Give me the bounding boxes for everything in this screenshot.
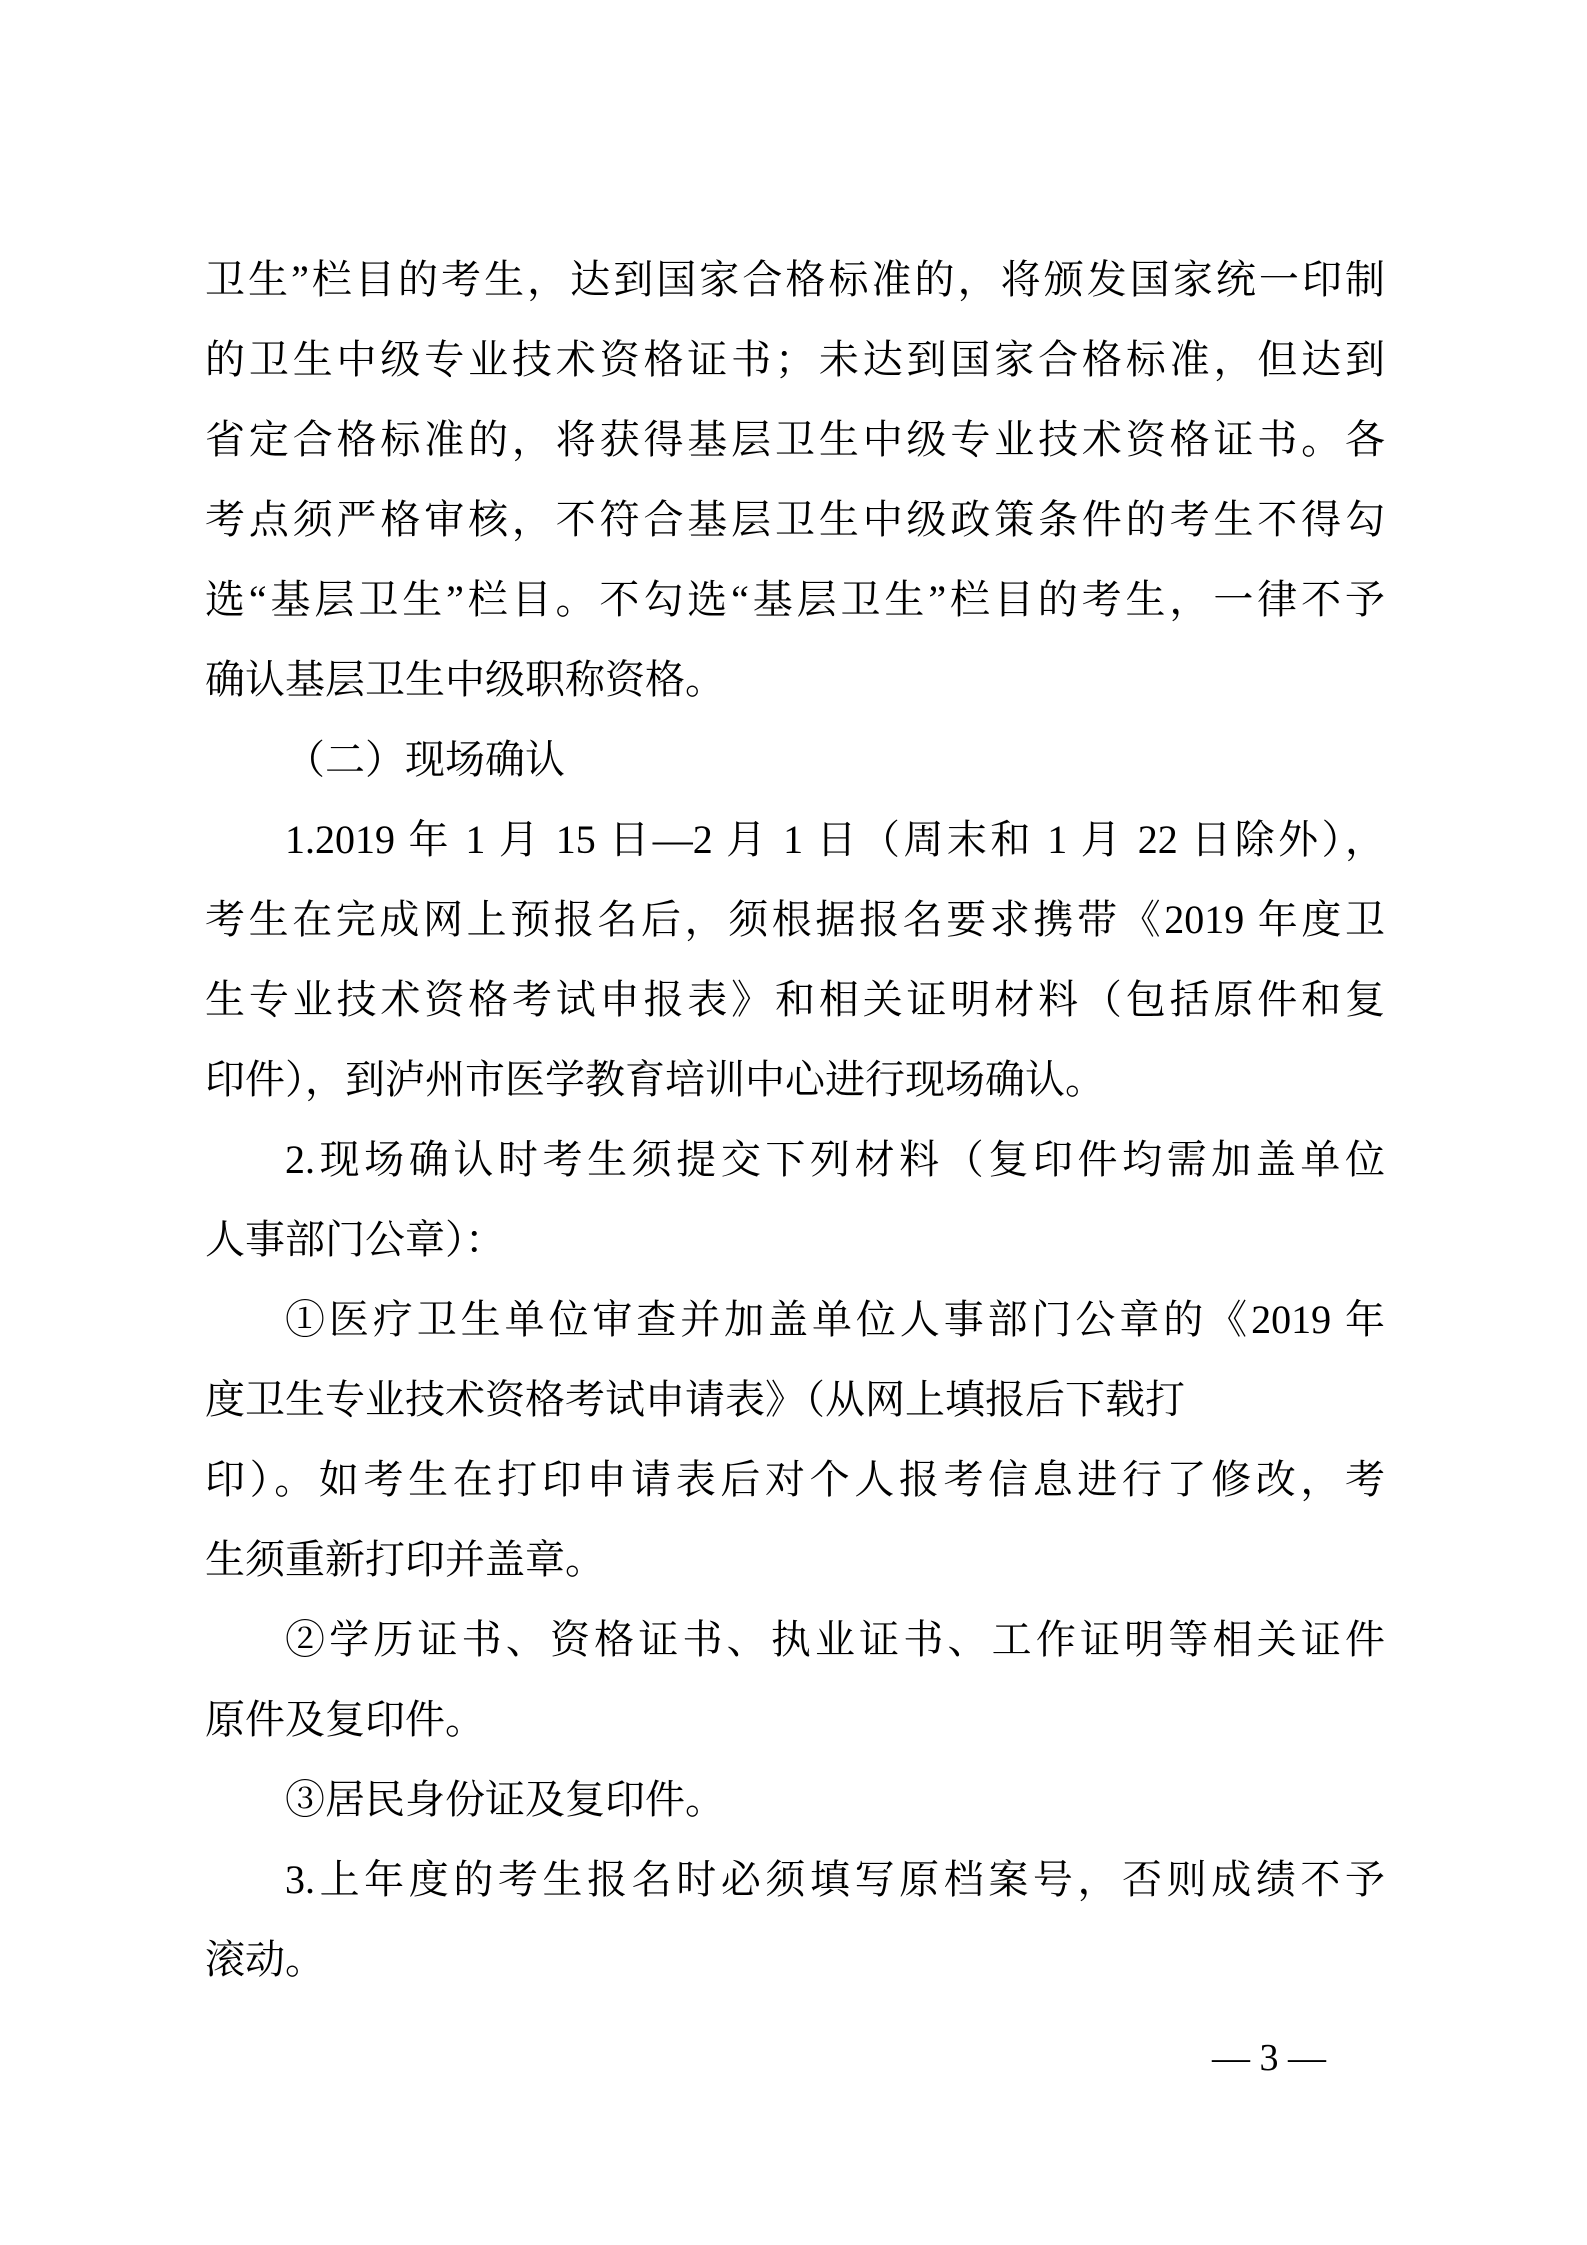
text-line: 人事部门公章）： [205,1217,505,1262]
text-line: 生须重新打印并盖章。 [205,1537,605,1582]
paragraph-circled-2 [205,1600,1385,1760]
text-line: 印）。如考生在打印申请表后对个人报考信息进行了修改，考 [205,1457,1385,1502]
text-line: ①医疗卫生单位审查并加盖单位人事部门公章的《2019 年 [285,1297,1385,1342]
text-line: 省定合格标准的，将获得基层卫生中级专业技术资格证书。各 [205,417,1385,462]
text-line: 的卫生中级专业技术资格证书；未达到国家合格标准，但达到 [205,337,1385,382]
text-line: 确认基层卫生中级职称资格。 [205,657,725,702]
paragraph-item-3 [205,1840,1385,2000]
paragraph-circled-1 [205,1280,1385,1600]
page-number: — 3 — [1212,2037,1326,2079]
text-line: 印件），到泸州市医学教育培训中心进行现场确认。 [205,1057,1105,1102]
paragraph-circled-3 [205,1760,1385,1840]
paragraph-intro [205,240,1385,720]
text-line: 选“基层卫生”栏目。不勾选“基层卫生”栏目的考生，一律不予 [205,577,1385,622]
text-line: 度卫生专业技术资格考试申请表》（从网上填报后下载打 [205,1377,1185,1422]
text-line: 生专业技术资格考试申报表》和相关证明材料（包括原件和复 [205,977,1385,1022]
section-heading: （二）现场确认 [285,737,565,782]
document-body [205,240,1385,2000]
text-line: 2.现场确认时考生须提交下列材料（复印件均需加盖单位 [285,1137,1385,1182]
text-line: 原件及复印件。 [205,1697,485,1742]
text-line: ③居民身份证及复印件。 [285,1777,725,1822]
text-line: 考点须严格审核，不符合基层卫生中级政策条件的考生不得勾 [205,497,1385,542]
text-line: 滚动。 [205,1937,325,1982]
text-line: 卫生”栏目的考生，达到国家合格标准的，将颁发国家统一印制 [205,257,1385,302]
text-line: 考生在完成网上预报名后，须根据报名要求携带《2019 年度卫 [205,897,1385,942]
paragraph-item-1 [205,800,1385,1120]
paragraph-item-2 [205,1120,1385,1280]
paragraph-heading-onsite-confirmation [205,720,1385,800]
text-line: 1.2019 年 1 月 15 日—2 月 1 日（周末和 1 月 22 日除外）， [285,817,1385,862]
text-line: 3.上年度的考生报名时必须填写原档案号，否则成绩不予 [285,1857,1385,1902]
text-line: ②学历证书、资格证书、执业证书、工作证明等相关证件 [285,1617,1385,1662]
